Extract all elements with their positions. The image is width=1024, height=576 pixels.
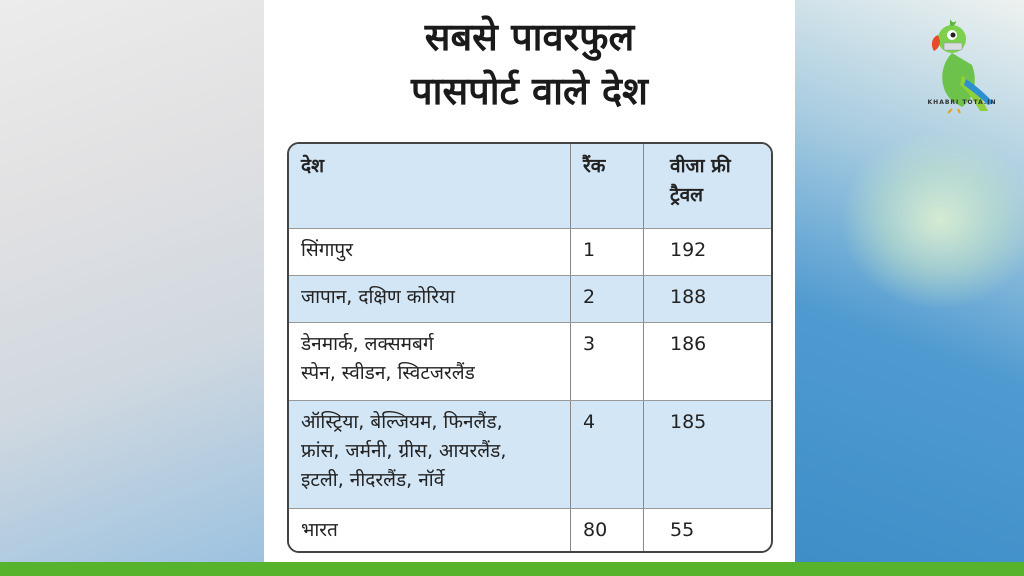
right-glow [840,130,1024,310]
header-visa-free: वीजा फ्री ट्रैवल [643,144,771,228]
cell-visa-free: 55 [643,509,771,553]
cell-rank: 80 [570,509,643,553]
page-title [264,10,795,118]
table-row [289,400,771,509]
title-line-2: पासपोर्ट वाले देश [411,69,648,113]
cell-rank: 1 [570,229,643,276]
title-line-1: सबसे पावरफुल [424,15,635,59]
cell-visa-free: 192 [643,229,771,276]
cell-visa-free: 185 [643,401,771,509]
table-row [289,508,771,553]
passport-table [287,142,773,553]
cell-country: जापान, दक्षिण कोरिया [301,286,455,308]
table-row [289,322,771,401]
table-row [289,228,771,276]
cell-rank: 2 [570,276,643,323]
infographic-card [264,0,795,562]
cell-visa-free: 186 [643,323,771,401]
logo-text: KHABRI TOTA.IN [927,99,997,106]
cell-country: ऑस्ट्रिया, बेल्जियम, फिनलैंड, फ्रांस, जर्मनी, ग्रीस, आयरलैंड, इटली, नीदरलैंड, नॉर्वे [301,411,507,491]
cell-country: भारत [301,519,338,541]
table-header-row [289,144,771,228]
header-country: देश [301,155,325,177]
header-rank: रैंक [570,144,643,228]
cell-visa-free: 188 [643,276,771,323]
table-row [289,275,771,323]
bottom-bar [0,562,1024,576]
cell-rank: 3 [570,323,643,401]
cell-country: डेनमार्क, लक्समबर्ग स्पेन, स्वीडन, स्विटजरलैंड [301,333,475,384]
left-background [0,0,264,562]
cell-rank: 4 [570,401,643,509]
cell-country: सिंगापुर [301,239,353,261]
